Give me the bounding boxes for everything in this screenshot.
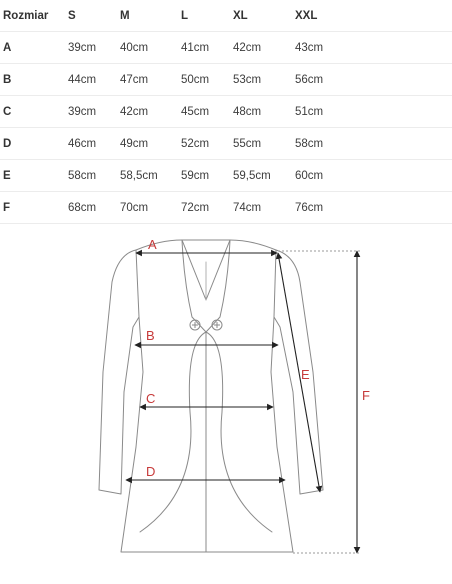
row-label: F	[0, 192, 68, 224]
table-cell: 42cm	[120, 96, 181, 128]
garment-measurement-diagram	[0, 222, 452, 584]
table-cell: 56cm	[295, 64, 452, 96]
table-cell: 48cm	[233, 96, 295, 128]
table-cell: 68cm	[68, 192, 120, 224]
row-label: A	[0, 32, 68, 64]
header-size-s: S	[68, 0, 120, 32]
table-cell: 46cm	[68, 128, 120, 160]
table-cell: 47cm	[120, 64, 181, 96]
table-cell: 44cm	[68, 64, 120, 96]
table-row	[0, 160, 452, 192]
table-cell: 70cm	[120, 192, 181, 224]
table-row	[0, 64, 452, 96]
header-size-xxl: XXL	[295, 0, 452, 32]
table-cell: 41cm	[181, 32, 233, 64]
table-cell: 50cm	[181, 64, 233, 96]
table-cell: 58cm	[68, 160, 120, 192]
measure-label-b: B	[146, 328, 155, 343]
table-row	[0, 32, 452, 64]
table-cell: 59cm	[181, 160, 233, 192]
table-cell: 72cm	[181, 192, 233, 224]
row-label: E	[0, 160, 68, 192]
measure-label-a: A	[148, 237, 157, 252]
table-cell: 52cm	[181, 128, 233, 160]
table-cell: 76cm	[295, 192, 452, 224]
button-icon	[190, 320, 222, 330]
header-size-label: Rozmiar	[0, 0, 68, 32]
table-cell: 39cm	[68, 96, 120, 128]
guide-lines	[278, 251, 360, 553]
blazer-outline-icon	[99, 240, 323, 552]
table-cell: 40cm	[120, 32, 181, 64]
measure-e-arrow	[278, 253, 320, 492]
table-cell: 51cm	[295, 96, 452, 128]
row-label: B	[0, 64, 68, 96]
measure-label-e: E	[301, 367, 310, 382]
row-label: C	[0, 96, 68, 128]
header-size-m: M	[120, 0, 181, 32]
table-cell: 45cm	[181, 96, 233, 128]
measure-label-f: F	[362, 388, 370, 403]
header-size-xl: XL	[233, 0, 295, 32]
header-size-l: L	[181, 0, 233, 32]
table-cell: 59,5cm	[233, 160, 295, 192]
measure-label-d: D	[146, 464, 156, 479]
table-cell: 53cm	[233, 64, 295, 96]
measure-label-c: C	[146, 391, 156, 406]
table-row	[0, 96, 452, 128]
table-cell: 74cm	[233, 192, 295, 224]
table-cell: 58cm	[295, 128, 452, 160]
table-cell: 43cm	[295, 32, 452, 64]
table-cell: 42cm	[233, 32, 295, 64]
table-header-row	[0, 0, 452, 32]
table-cell: 49cm	[120, 128, 181, 160]
table-cell: 39cm	[68, 32, 120, 64]
table-cell: 60cm	[295, 160, 452, 192]
size-chart-table	[0, 0, 452, 224]
table-cell: 58,5cm	[120, 160, 181, 192]
table-cell: 55cm	[233, 128, 295, 160]
row-label: D	[0, 128, 68, 160]
table-row	[0, 192, 452, 224]
table-row	[0, 128, 452, 160]
